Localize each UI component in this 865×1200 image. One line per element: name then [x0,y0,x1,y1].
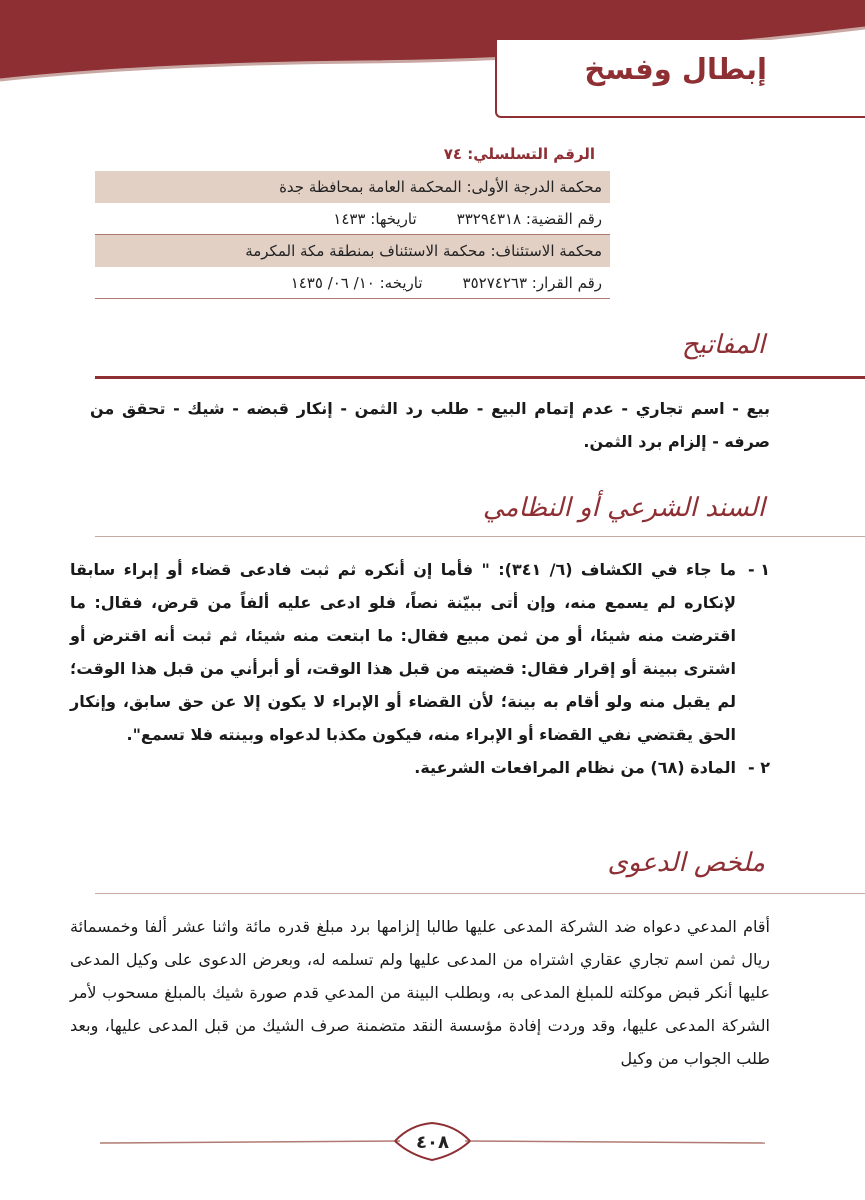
decision-date: تاريخه: ١٠/ ٠٦/ ١٤٣٥ [290,273,423,292]
legal-basis-heading: السند الشرعي أو النظامي [482,493,765,523]
legal-basis-item [70,553,770,751]
legal-basis-item-number: ١ - [748,560,770,579]
summary-rule [95,893,865,894]
decision-number: رقم القرار: ٣٥٢٧٤٢٦٣ [462,273,602,292]
appeal-court: محكمة الاستئناف: محكمة الاستئناف بمنطقة مكة المكرمة [245,242,602,260]
legal-basis-item-text: ما جاء في الكشاف (٦/ ٣٤١): " فأما إن أنكره ثم ثبت فادعى قضاء أو إبراء سابقا لإنكاره لم يسمع منه، وإن أتى ببيّنة نصاً، فلو ادعى عليه ألفاً من قرض، فقال: ما اقترضت منه شيئا، أو من ثمن مبيع فقال: ما ابتعت منه شيئا، ثم ثبت أنه اقترض أو اشترى ببينة أو إقرار فقال: قضيته من قبل هذا الوقت، أو أبرأني من قبل هذا الوقت؛ لم يقبل منه ولو أقام به بينة؛ لأن القضاء أو الإبراء لا يكون إلا عن حق سابق، وإنكار الحق يقتضي نفي القضاء أو الإبراء منه، فيكون مكذبا لدعواه وبينته فلا تسمع". [70,560,736,744]
summary-text: أقام المدعي دعواه ضد الشركة المدعى عليها طالبا إلزامها برد مبلغ قدره مائة واثنا عشر ألفا وخمسمائة ريال ثمن اسم تجاري عقاري اشتراه من المدعى عليها ولم تسلمه له، وبعرض الدعوى على وكيل المدعى عليها أنكر قبض موكلته للمبلغ المدعى به، وبطلب البينة من المدعي قدم صورة شيك بالمبلغ مسحوب لأمر الشركة المدعى عليها، وقد وردت إفادة مؤسسة النقد متضمنة صرف الشيك من قبل المدعى عليها، وبعد طلب الجواب من وكيل [70,917,770,1068]
summary-heading: ملخص الدعوى [607,848,765,878]
chapter-title: إبطال وفسخ [584,52,767,86]
legal-basis-rule [95,536,865,537]
chapter-title-box [495,40,865,118]
serial-number: الرقم التسلسلي: ٧٤ [443,145,595,163]
legal-basis-item-text: المادة (٦٨) من نظام المرافعات الشرعية. [414,758,736,777]
keywords-rule [95,376,865,379]
first-court-row [95,171,610,203]
legal-basis-item [70,751,770,784]
case-date: تاريخها: ١٤٣٣ [333,209,417,228]
legal-basis-item-number: ٢ - [748,758,770,777]
keywords-heading: المفاتيح [681,330,765,360]
first-court: محكمة الدرجة الأولى: المحكمة العامة بمحافظة جدة [279,178,602,196]
case-number: رقم القضية: ٣٣٢٩٤٣١٨ [456,209,602,228]
footer-ornament [0,1115,865,1200]
page-number: ٤٠٨ [416,1132,449,1153]
decision-number-row [95,267,610,299]
case-info-table [95,171,610,299]
keywords-text: بيع - اسم تجاري - عدم إتمام البيع - طلب رد الثمن - إنكار قبضه - شيك - تحقق من صرفه - إلزام برد الثمن. [90,399,770,451]
legal-basis-list [70,553,770,784]
appeal-court-row [95,235,610,267]
case-number-row [95,203,610,235]
